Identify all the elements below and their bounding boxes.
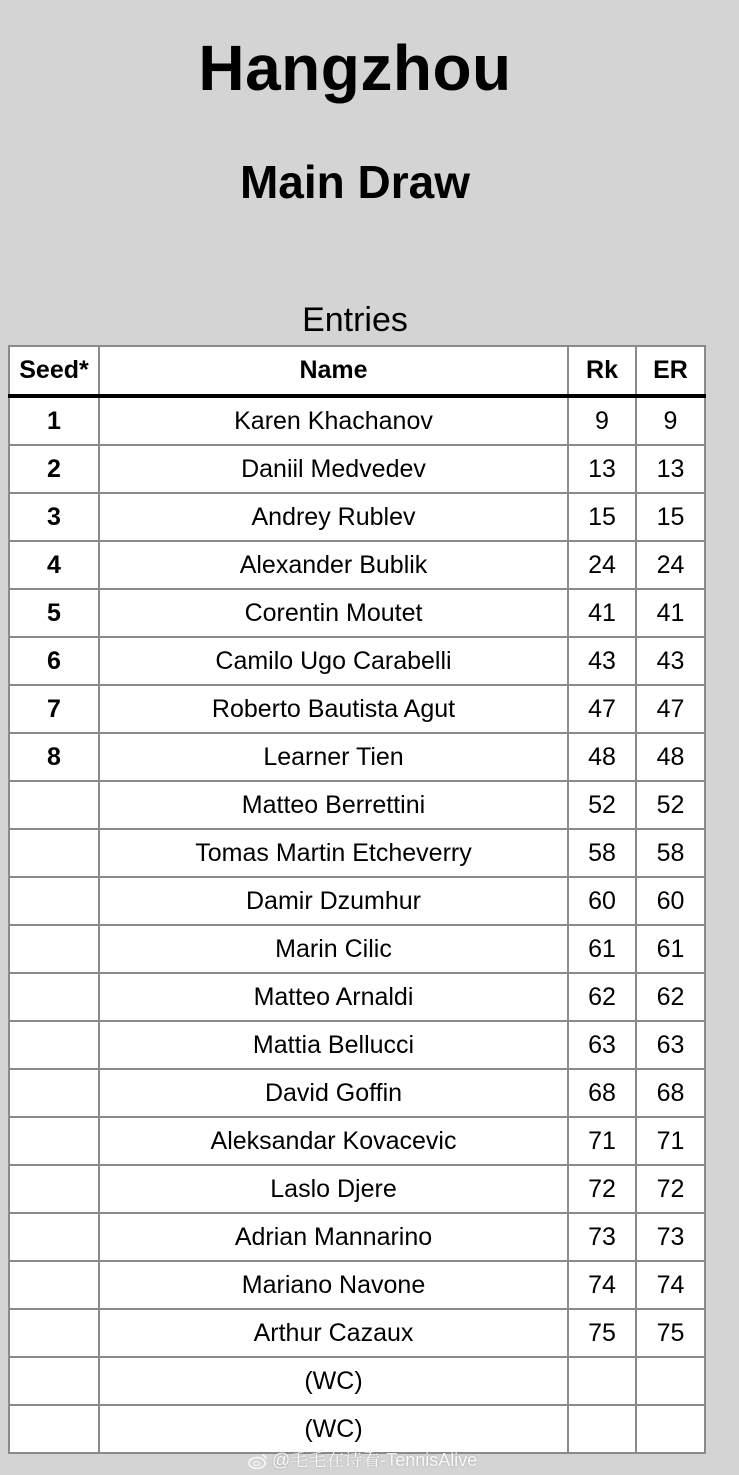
table-row: [9, 445, 705, 493]
name-cell: David Goffin: [99, 1069, 568, 1117]
entry-rank-cell: 58: [636, 829, 705, 877]
table-row: [9, 1309, 705, 1357]
name-cell: Roberto Bautista Agut: [99, 685, 568, 733]
seed-cell: 2: [9, 445, 99, 493]
seed-cell: 6: [9, 637, 99, 685]
table-row: [9, 685, 705, 733]
seed-cell: [9, 829, 99, 877]
rank-cell: 72: [568, 1165, 636, 1213]
table-row: [9, 973, 705, 1021]
entries-table-body: [9, 396, 705, 1453]
entry-rank-cell: 62: [636, 973, 705, 1021]
entry-rank-cell: 63: [636, 1021, 705, 1069]
tournament-title: Hangzhou: [198, 32, 512, 104]
table-row: [9, 829, 705, 877]
draw-subtitle: Main Draw: [239, 156, 471, 208]
seed-cell: 8: [9, 733, 99, 781]
seed-cell: 4: [9, 541, 99, 589]
rank-cell: 43: [568, 637, 636, 685]
table-row: [9, 781, 705, 829]
table-row: [9, 1117, 705, 1165]
name-cell: Daniil Medvedev: [99, 445, 568, 493]
entry-rank-cell: 9: [636, 396, 705, 445]
table-row: [9, 1021, 705, 1069]
name-cell: Arthur Cazaux: [99, 1309, 568, 1357]
column-header-entry-rank: ER: [636, 346, 705, 396]
entry-rank-cell: [636, 1357, 705, 1405]
entries-heading: Entries: [302, 301, 408, 339]
column-header-rank: Rk: [568, 346, 636, 396]
seed-cell: [9, 877, 99, 925]
entry-rank-cell: 24: [636, 541, 705, 589]
table-row: [9, 541, 705, 589]
rank-cell: 41: [568, 589, 636, 637]
seed-cell: [9, 925, 99, 973]
rank-cell: 71: [568, 1117, 636, 1165]
name-cell: Mariano Navone: [99, 1261, 568, 1309]
name-cell: Tomas Martin Etcheverry: [99, 829, 568, 877]
name-cell: Andrey Rublev: [99, 493, 568, 541]
column-header-name: Name: [99, 346, 568, 396]
entries-table: [8, 345, 706, 1454]
entry-rank-cell: [636, 1405, 705, 1453]
entry-rank-cell: 61: [636, 925, 705, 973]
rank-cell: 74: [568, 1261, 636, 1309]
rank-cell: 24: [568, 541, 636, 589]
watermark-text: @毛毛在诗看-TennisAlive: [272, 1450, 478, 1470]
table-row: [9, 1069, 705, 1117]
table-header-row: [9, 346, 705, 396]
entry-rank-cell: 75: [636, 1309, 705, 1357]
rank-cell: 73: [568, 1213, 636, 1261]
seed-cell: [9, 1213, 99, 1261]
watermark: [248, 1446, 477, 1472]
entry-rank-cell: 47: [636, 685, 705, 733]
table-row: [9, 1165, 705, 1213]
rank-cell: 61: [568, 925, 636, 973]
name-cell: Damir Dzumhur: [99, 877, 568, 925]
rank-cell: [568, 1405, 636, 1453]
entry-rank-cell: 72: [636, 1165, 705, 1213]
entry-rank-cell: 48: [636, 733, 705, 781]
name-cell: Aleksandar Kovacevic: [99, 1117, 568, 1165]
rank-cell: 15: [568, 493, 636, 541]
seed-cell: [9, 1069, 99, 1117]
rank-cell: 58: [568, 829, 636, 877]
name-cell: Learner Tien: [99, 733, 568, 781]
name-cell: Corentin Moutet: [99, 589, 568, 637]
entry-rank-cell: 74: [636, 1261, 705, 1309]
table-row: [9, 589, 705, 637]
rank-cell: 48: [568, 733, 636, 781]
seed-cell: [9, 1165, 99, 1213]
table-row: [9, 1261, 705, 1309]
seed-cell: 1: [9, 396, 99, 445]
table-row: [9, 637, 705, 685]
entry-rank-cell: 15: [636, 493, 705, 541]
name-cell: Camilo Ugo Carabelli: [99, 637, 568, 685]
rank-cell: 47: [568, 685, 636, 733]
rank-cell: [568, 1357, 636, 1405]
name-cell: Adrian Mannarino: [99, 1213, 568, 1261]
seed-cell: [9, 1021, 99, 1069]
table-row: [9, 396, 705, 445]
name-cell: (WC): [99, 1405, 568, 1453]
rank-cell: 62: [568, 973, 636, 1021]
entry-rank-cell: 43: [636, 637, 705, 685]
seed-cell: [9, 1117, 99, 1165]
entry-rank-cell: 73: [636, 1213, 705, 1261]
entry-rank-cell: 13: [636, 445, 705, 493]
name-cell: Marin Cilic: [99, 925, 568, 973]
seed-cell: [9, 1405, 99, 1453]
name-cell: (WC): [99, 1357, 568, 1405]
table-row: [9, 1357, 705, 1405]
rank-cell: 52: [568, 781, 636, 829]
entry-rank-cell: 60: [636, 877, 705, 925]
entry-rank-cell: 68: [636, 1069, 705, 1117]
rank-cell: 13: [568, 445, 636, 493]
name-cell: Matteo Arnaldi: [99, 973, 568, 1021]
name-cell: Karen Khachanov: [99, 396, 568, 445]
name-cell: Laslo Djere: [99, 1165, 568, 1213]
weibo-icon: [248, 1453, 268, 1469]
name-cell: Mattia Bellucci: [99, 1021, 568, 1069]
rank-cell: 68: [568, 1069, 636, 1117]
seed-cell: [9, 973, 99, 1021]
seed-cell: [9, 1261, 99, 1309]
rank-cell: 9: [568, 396, 636, 445]
seed-cell: 3: [9, 493, 99, 541]
table-row: [9, 877, 705, 925]
name-cell: Matteo Berrettini: [99, 781, 568, 829]
seed-cell: [9, 1357, 99, 1405]
seed-cell: [9, 781, 99, 829]
entry-rank-cell: 52: [636, 781, 705, 829]
table-row: [9, 1213, 705, 1261]
rank-cell: 60: [568, 877, 636, 925]
rank-cell: 63: [568, 1021, 636, 1069]
name-cell: Alexander Bublik: [99, 541, 568, 589]
seed-cell: 7: [9, 685, 99, 733]
seed-cell: [9, 1309, 99, 1357]
table-row: [9, 925, 705, 973]
table-row: [9, 733, 705, 781]
entry-rank-cell: 71: [636, 1117, 705, 1165]
seed-cell: 5: [9, 589, 99, 637]
table-row: [9, 493, 705, 541]
column-header-seed: Seed*: [9, 346, 99, 396]
entry-rank-cell: 41: [636, 589, 705, 637]
rank-cell: 75: [568, 1309, 636, 1357]
